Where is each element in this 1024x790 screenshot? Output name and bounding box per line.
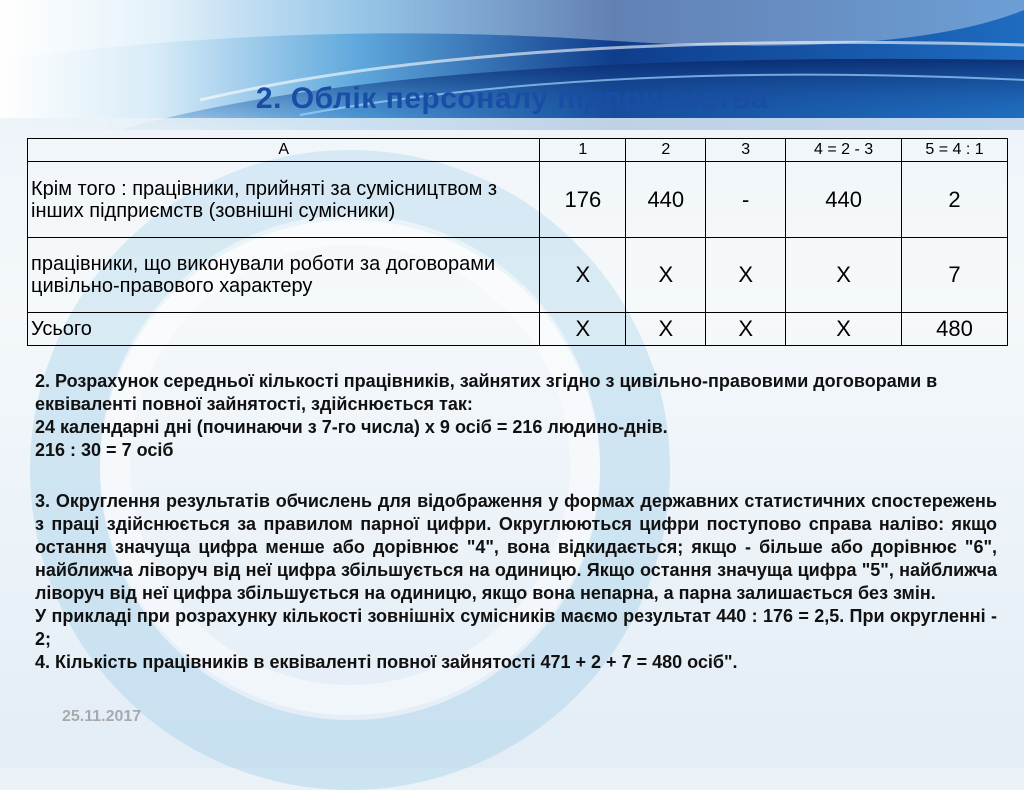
table-cell: 480 [902,313,1008,346]
table-header-cell: 5 = 4 : 1 [902,139,1008,162]
table-header-cell: 2 [626,139,706,162]
table-cell: - [706,162,786,238]
text-line: 4. Кількість працівників в еквіваленті повної зайнятості 471 + 2 + 7 = 480 осіб". [35,652,738,672]
table-header-cell: 1 [540,139,626,162]
slide-title: 2. Облік персоналу підприємства [255,82,769,115]
table-cell: Х [786,238,902,313]
table-header-row [28,139,1008,162]
personnel-table [27,138,1008,346]
table-cell: 440 [626,162,706,238]
table-row [28,238,1008,313]
text-line: 2. Розрахунок середньої кількості працівників, зайнятих згідно з цивільно-правовими договорами в еквіваленті повної зайнятості, здійснюється так: [35,371,938,414]
row-label: Крім того : працівники, прийняті за сумісництвом з інших підприємств (зовнішні сумісники) [28,162,540,238]
table-cell: 7 [902,238,1008,313]
table-cell: 176 [540,162,626,238]
table-cell: Х [706,238,786,313]
table-cell: Х [706,313,786,346]
table-header-cell: 4 = 2 - 3 [786,139,902,162]
table-cell: 440 [786,162,902,238]
slide-date: 25.11.2017 [62,708,142,725]
calculation-paragraph [35,370,997,462]
text-line: 216 : 30 = 7 осіб [35,440,174,460]
row-label: Усього [28,313,540,346]
text-line: У прикладі при розрахунку кількості зовнішніх сумісників маємо результат 440 : 176 = 2,5. При округленні - 2; [35,606,997,649]
table-cell: Х [786,313,902,346]
table-cell: Х [540,313,626,346]
table-header-cell: А [28,139,540,162]
text-line: 24 календарні дні (починаючи з 7-го числа) х 9 осіб = 216 людино-днів. [35,417,668,437]
text-line: 3. Округлення результатів обчислень для відображення у формах державних статистичних спостережень з праці здійснюється за правилом парної цифри. Округлюються цифри поступово справа наліво: якщо остання значуща цифра менше або дорівнює "4", вона відкидається; якщо - більше або дорівнює "6", найближча ліворуч від неї цифра збільшується на одиницю. Якщо остання значуща цифра "5", найближча ліворуч від неї цифра збільшується на одиницю, якщо вона непарна, а парна залишається без змін. [35,491,997,603]
table-row [28,313,1008,346]
table-cell: Х [626,313,706,346]
rounding-paragraph [35,490,997,674]
table-cell: Х [626,238,706,313]
table-header-cell: 3 [706,139,786,162]
table-cell: 2 [902,162,1008,238]
table-cell: Х [540,238,626,313]
row-label: працівники, що виконували роботи за договорами цивільно-правового характеру [28,238,540,313]
table-row [28,162,1008,238]
